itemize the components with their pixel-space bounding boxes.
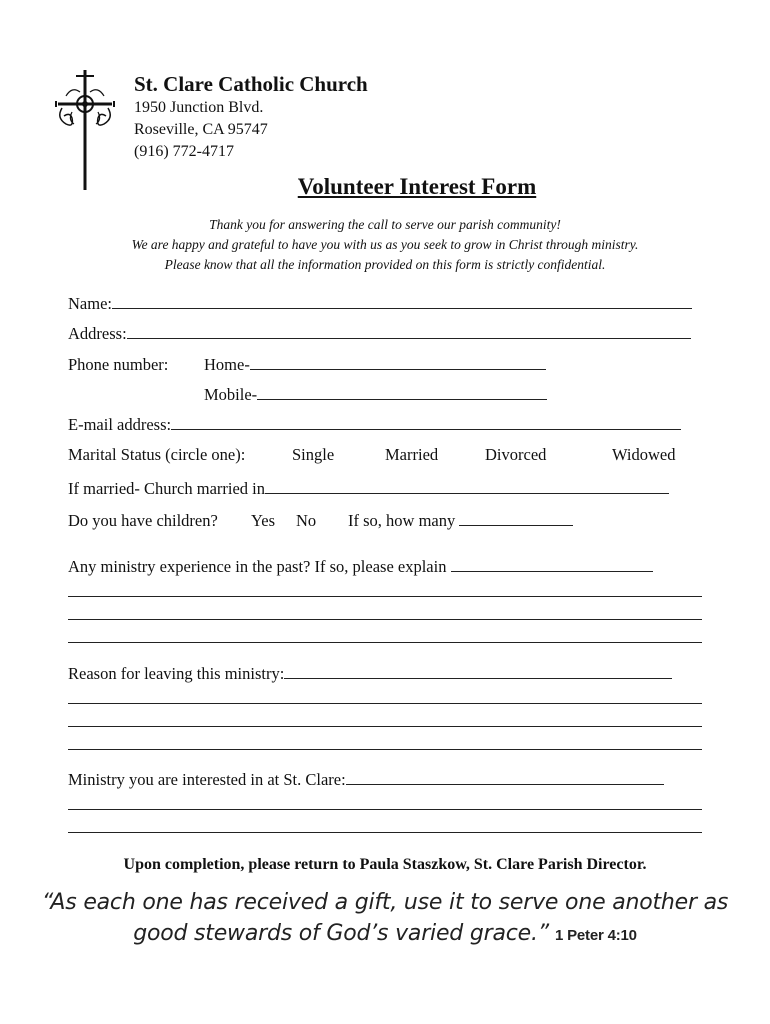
church-name: St. Clare Catholic Church	[134, 72, 368, 96]
home-phone-label: Home-	[204, 355, 250, 374]
mobile-phone-field[interactable]	[257, 385, 547, 400]
scripture-quote-line-2-row	[0, 921, 770, 946]
ministry-interested-line-2[interactable]	[68, 809, 702, 810]
marital-option-married[interactable]: Married	[385, 445, 439, 464]
ministry-experience-line-4[interactable]	[68, 642, 702, 643]
name-field[interactable]	[112, 294, 692, 309]
ministry-experience-line-3[interactable]	[68, 619, 702, 620]
children-option-yes[interactable]: Yes	[251, 511, 276, 530]
ministry-experience-line-2[interactable]	[68, 596, 702, 597]
marital-option-widowed[interactable]: Widowed	[612, 445, 676, 464]
reason-leaving-row	[68, 664, 672, 684]
church-phone: (916) 772-4717	[134, 143, 234, 160]
ministry-interested-line-3[interactable]	[68, 832, 702, 833]
mobile-phone-label: Mobile-	[204, 385, 258, 404]
mobile-phone-row	[204, 385, 547, 405]
reason-leaving-line-2[interactable]	[68, 703, 702, 704]
phone-row	[68, 355, 168, 375]
children-option-no[interactable]: No	[296, 511, 317, 530]
name-row	[68, 294, 692, 314]
church-married-row	[68, 479, 669, 499]
marital-label: Marital Status (circle one):	[68, 445, 246, 464]
marital-option-divorced[interactable]: Divorced	[485, 445, 547, 464]
church-married-field[interactable]	[265, 479, 669, 494]
address-field[interactable]	[127, 324, 691, 339]
scripture-citation: 1 Peter 4:10	[554, 927, 637, 944]
reason-leaving-line-4[interactable]	[68, 749, 702, 750]
ministry-experience-row	[68, 557, 653, 577]
ministry-interested-label: Ministry you are interested in at St. Clare:	[68, 770, 346, 789]
email-field[interactable]	[171, 415, 681, 430]
return-instructions: Upon completion, please return to Paula Staszkow, St. Clare Parish Director.	[123, 856, 647, 873]
reason-leaving-label: Reason for leaving this ministry:	[68, 664, 285, 683]
home-phone-row	[204, 355, 546, 375]
email-row	[68, 415, 681, 435]
address-line-1: 1950 Junction Blvd.	[134, 99, 264, 116]
ministry-interested-row	[68, 770, 664, 790]
intro-line-1: Thank you for answering the call to serve our parish community!	[209, 217, 561, 232]
phone-label: Phone number:	[68, 355, 169, 374]
scripture-quote-line-2: good stewards of God’s varied grace.”	[133, 921, 549, 946]
reason-leaving-line-3[interactable]	[68, 726, 702, 727]
marital-option-single[interactable]: Single	[292, 445, 335, 464]
reason-leaving-field[interactable]	[284, 664, 672, 679]
address-row	[68, 324, 691, 344]
church-married-label: If married- Church married in	[68, 479, 266, 498]
ministry-experience-field[interactable]	[451, 557, 653, 572]
home-phone-field[interactable]	[250, 355, 546, 370]
email-label: E-mail address:	[68, 415, 172, 434]
children-label: Do you have children?	[68, 511, 218, 530]
address-label: Address:	[68, 324, 127, 343]
how-many-field[interactable]	[459, 511, 573, 526]
name-label: Name:	[68, 294, 112, 313]
form-title: Volunteer Interest Form	[297, 174, 537, 199]
ministry-interested-field[interactable]	[346, 770, 664, 785]
how-many-row	[348, 511, 573, 531]
intro-line-3: Please know that all the information provided on this form is strictly confidential.	[164, 257, 606, 272]
scripture-quote-line-1: “As each one has received a gift, use it to serve one another as	[41, 890, 729, 915]
address-line-2: Roseville, CA 95747	[134, 121, 268, 138]
intro-line-2: We are happy and grateful to have you with us as you seek to grow in Christ through ministry.	[131, 237, 639, 252]
ministry-experience-label: Any ministry experience in the past? If so, please explain	[68, 557, 447, 576]
how-many-label: If so, how many	[348, 511, 456, 530]
